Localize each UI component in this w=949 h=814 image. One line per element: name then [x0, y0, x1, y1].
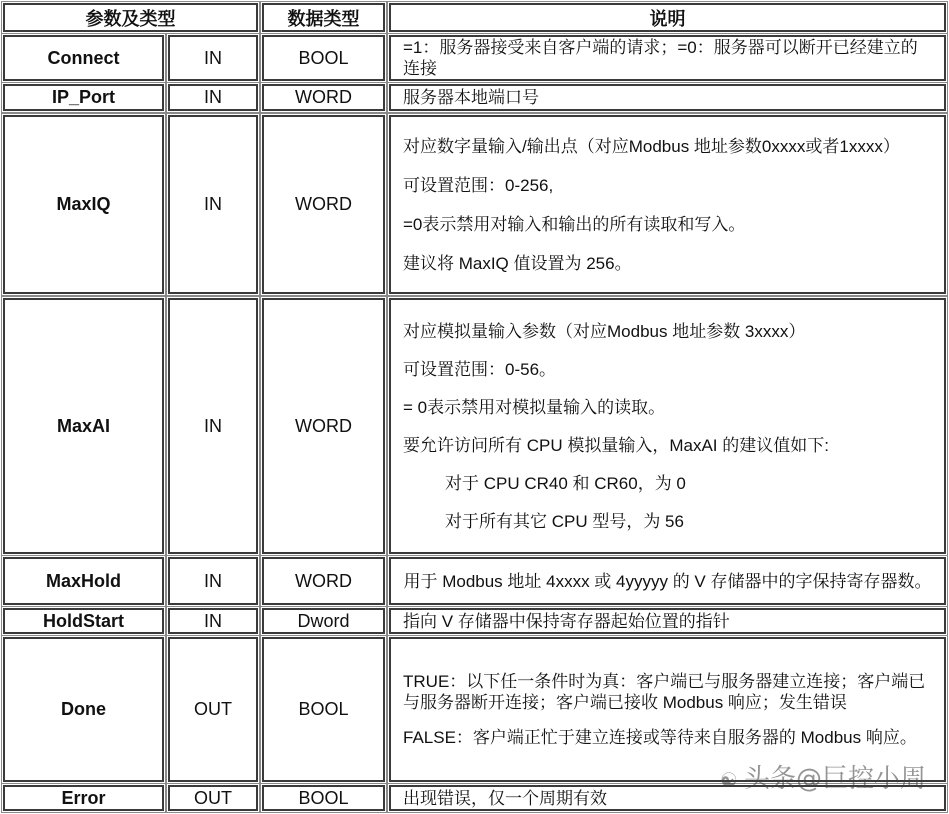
header-label: 说明 — [649, 8, 686, 29]
header-label: 数据类型 — [287, 8, 360, 29]
description-text: 服务器本地端口号 — [403, 88, 539, 107]
header-label: 参数及类型 — [85, 8, 176, 29]
param-description — [389, 298, 946, 554]
param-name-text: MaxHold — [45, 570, 121, 591]
param-datatype-text: BOOL — [298, 699, 349, 719]
description-text: 出现错误，仅一个周期有效 — [403, 788, 607, 808]
param-io — [168, 84, 258, 111]
description-line: 对应数字量输入/输出点（对应Modbus 地址参数0xxxx或者1xxxx） — [403, 136, 900, 156]
param-datatype-text: WORD — [295, 570, 352, 591]
param-datatype — [262, 84, 385, 111]
param-io-text: IN — [204, 47, 222, 68]
param-description — [389, 115, 946, 294]
wechat-icon: ☯ — [720, 768, 738, 792]
description-line-indented: 对于 CPU CR40 和 CR60，为 0 — [445, 473, 686, 493]
param-datatype — [262, 298, 385, 554]
param-description — [389, 557, 946, 605]
param-datatype — [262, 785, 385, 811]
watermark — [720, 758, 926, 795]
param-io — [168, 35, 258, 81]
param-io-text: IN — [204, 194, 222, 214]
description-line: 可设置范围：0-256, — [403, 175, 554, 195]
param-io-text: IN — [204, 87, 222, 107]
description-text: 指向 V 存储器中保持寄存器起始位置的指针 — [403, 611, 730, 631]
header-data-type — [262, 3, 385, 32]
param-name-text: MaxIQ — [56, 194, 111, 214]
param-name-text: Error — [61, 787, 106, 808]
param-datatype-text: WORD — [295, 87, 352, 107]
param-io — [168, 785, 258, 811]
param-datatype — [262, 608, 385, 634]
param-name — [3, 84, 164, 111]
param-name-text: MaxAI — [56, 415, 110, 436]
param-name — [3, 637, 164, 782]
param-name — [3, 785, 164, 811]
param-name — [3, 35, 164, 81]
param-name-text: Done — [61, 699, 106, 719]
param-io — [168, 608, 258, 634]
param-io-text: IN — [204, 415, 222, 436]
param-description — [389, 608, 946, 634]
param-io — [168, 115, 258, 294]
description-text: 用于 Modbus 地址 4xxxx 或 4yyyyy 的 V 存储器中的字保持寄存器数。 — [403, 571, 932, 591]
description-line: 对应模拟量输入参数（对应Modbus 地址参数 3xxxx） — [403, 321, 806, 341]
param-datatype — [262, 637, 385, 782]
description-line: 要允许访问所有 CPU 模拟量输入，MaxAI 的建议值如下: — [403, 435, 829, 455]
param-io-text: IN — [204, 610, 222, 631]
param-datatype — [262, 35, 385, 81]
param-name — [3, 115, 164, 294]
header-description — [389, 3, 946, 32]
param-io-text: IN — [204, 570, 222, 591]
description-line-indented: 对于所有其它 CPU 型号，为 56 — [445, 511, 684, 531]
param-io — [168, 557, 258, 605]
description-line: TRUE：以下任一条件时为真：客户端已与服务器建立连接；客户端已与服务器断开连接；客户端已接收 Modbus 响应；发生错误 — [403, 672, 926, 712]
param-description — [389, 35, 946, 81]
param-name-text: IP_Port — [51, 87, 116, 107]
description-line: 建议将 MaxIQ 值设置为 256。 — [403, 253, 632, 273]
param-io — [168, 637, 258, 782]
description-line: FALSE：客户端正忙于建立连接或等待来自服务器的 Modbus 响应。 — [403, 728, 917, 747]
param-datatype — [262, 557, 385, 605]
param-name-text: HoldStart — [43, 610, 124, 631]
param-datatype-text: WORD — [295, 194, 352, 214]
param-io-text: OUT — [194, 699, 232, 719]
param-name — [3, 557, 164, 605]
param-description — [389, 84, 946, 111]
param-datatype-text: Dword — [297, 610, 350, 631]
param-datatype-text: BOOL — [298, 787, 349, 808]
param-datatype-text: WORD — [295, 415, 352, 436]
param-name — [3, 298, 164, 554]
description-line: =0表示禁用对输入和输出的所有读取和写入。 — [403, 214, 746, 234]
description-line: 可设置范围：0-56。 — [403, 359, 557, 379]
watermark-text: 头条@巨控小周 — [743, 764, 926, 794]
param-datatype-text: BOOL — [298, 47, 349, 68]
param-datatype — [262, 115, 385, 294]
description-text: =1：服务器接受来自客户端的请求；=0：服务器可以断开已经建立的连接 — [403, 38, 918, 78]
param-name-text: Connect — [47, 47, 120, 68]
header-param-type — [3, 3, 258, 32]
param-io — [168, 298, 258, 554]
param-name — [3, 608, 164, 634]
param-io-text: OUT — [194, 787, 232, 808]
description-line: = 0表示禁用对模拟量输入的读取。 — [403, 397, 666, 417]
